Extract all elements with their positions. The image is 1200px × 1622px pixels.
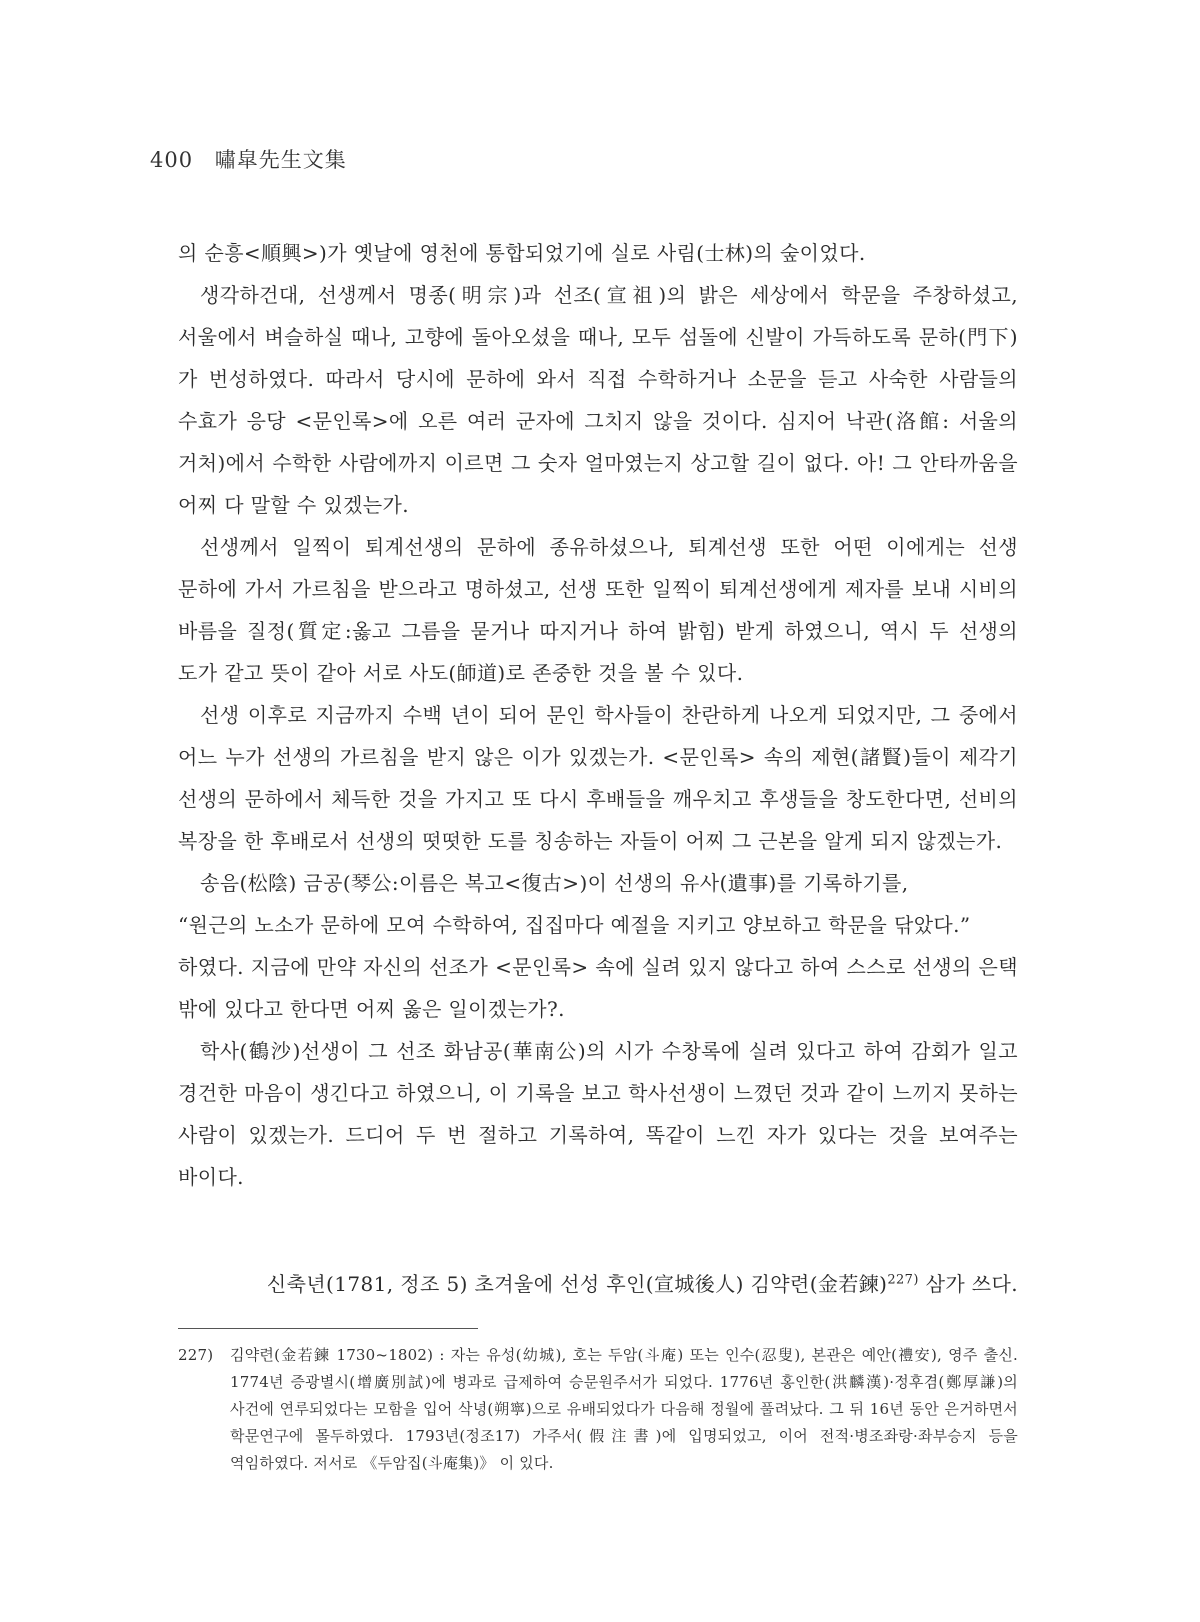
footnote-divider: [178, 1328, 478, 1329]
footnote-number: 227): [178, 1346, 214, 1364]
body-text: [178, 232, 1018, 1198]
footnote-reference: 227): [887, 1272, 919, 1288]
page-number: 400: [150, 148, 194, 172]
footnote: [178, 1342, 1018, 1477]
paragraph: 하였다. 지금에 만약 자신의 선조가 <문인록> 속에 실려 있지 않다고 하여 스스로 선생의 은택 밖에 있다고 한다면 어찌 옳은 일이겠는가?.: [178, 955, 1018, 1021]
paragraph: 송음(松陰) 금공(琴公:이름은 복고<復古>)이 선생의 유사(遺事)를 기록하기를,: [200, 871, 909, 895]
signature-tail: 삼가 쓰다.: [918, 1272, 1018, 1296]
running-header: [150, 144, 347, 174]
quotation: “원근의 노소가 문하에 모여 수학하여, 집집마다 예절을 지키고 양보하고 학문을 닦았다.”: [178, 913, 971, 937]
paragraph: 학사(鶴沙)선생이 그 선조 화남공(華南公)의 시가 수창록에 실려 있다고 하여 감회가 일고 경건한 마음이 생긴다고 하였으니, 이 기록을 보고 학사선생이 느꼈던 것과 같이 느끼지 못하는 사람이 있겠는가. 드디어 두 번 절하고 기록하여, 똑같이 느낀 자가 있다는 것을 보여주는 바이다.: [178, 1039, 1018, 1189]
paragraph-continued: 의 순흥<順興>)가 옛날에 영천에 통합되었기에 실로 사림(士林)의 숲이었다.: [178, 241, 866, 265]
signature-text: 신축년(1781, 정조 5) 초겨울에 선성 후인(宣城後人) 김약련(金若鍊): [266, 1272, 888, 1296]
book-title: 嘯皐先生文集: [214, 148, 347, 172]
paragraph: 생각하건대, 선생께서 명종(明宗)과 선조(宣祖)의 밝은 세상에서 학문을 주창하셨고, 서울에서 벼슬하실 때나, 고향에 돌아오셨을 때나, 모두 섬돌에 신발이 가득하도록 문하(門下)가 번성하였다. 따라서 당시에 문하에 와서 직접 수학하거나 소문을 듣고 사숙한 사람들의 수효가 응당 <문인록>에 오른 여러 군자에 그치지 않을 것이다. 심지어 낙관(洛館: 서울의 거처)에서 수학한 사람에까지 이르면 그 숫자 얼마였는지 상고할 길이 없다. 아! 그 안타까움을 어찌 다 말할 수 있겠는가.: [178, 283, 1018, 517]
signature-line: [267, 1268, 1018, 1297]
footnote-text: 김약련(金若鍊 1730~1802) : 자는 유성(幼城), 호는 두암(斗庵) 또는 인수(忍叟), 본관은 예안(禮安), 영주 출신. 1774년 증광별시(增廣別試)에 병과로 급제하여 승문원주서가 되었다. 1776년 홍인한(洪麟漢)·정후겸(鄭厚謙)의 사건에 연루되었다는 모함을 입어 삭녕(朔寧)으로 유배되었다가 다음해 정월에 풀려났다. 그 뒤 16년 동안 은거하면서 학문연구에 몰두하였다. 1793년(정조17) 가주서(假注書)에 입명되었고, 이어 전적·병조좌랑·좌부승지 등을 역임하였다. 저서로 《두암집(斗庵集)》 이 있다.: [230, 1346, 1018, 1472]
paragraph: 선생께서 일찍이 퇴계선생의 문하에 종유하셨으나, 퇴계선생 또한 어떤 이에게는 선생 문하에 가서 가르침을 받으라고 명하셨고, 선생 또한 일찍이 퇴계선생에게 제자를 보내 시비의 바름을 질정(質定:옳고 그름을 묻거나 따지거나 하여 밝힘) 받게 하였으니, 역시 두 선생의 도가 같고 뜻이 같아 서로 사도(師道)로 존중한 것을 볼 수 있다.: [178, 535, 1018, 685]
paragraph: 선생 이후로 지금까지 수백 년이 되어 문인 학사들이 찬란하게 나오게 되었지만, 그 중에서 어느 누가 선생의 가르침을 받지 않은 이가 있겠는가. <문인록> 속의 제현(諸賢)들이 제각기 선생의 문하에서 체득한 것을 가지고 또 다시 후배들을 깨우치고 후생들을 창도한다면, 선비의 복장을 한 후배로서 선생의 떳떳한 도를 칭송하는 자들이 어찌 그 근본을 알게 되지 않겠는가.: [178, 703, 1018, 853]
